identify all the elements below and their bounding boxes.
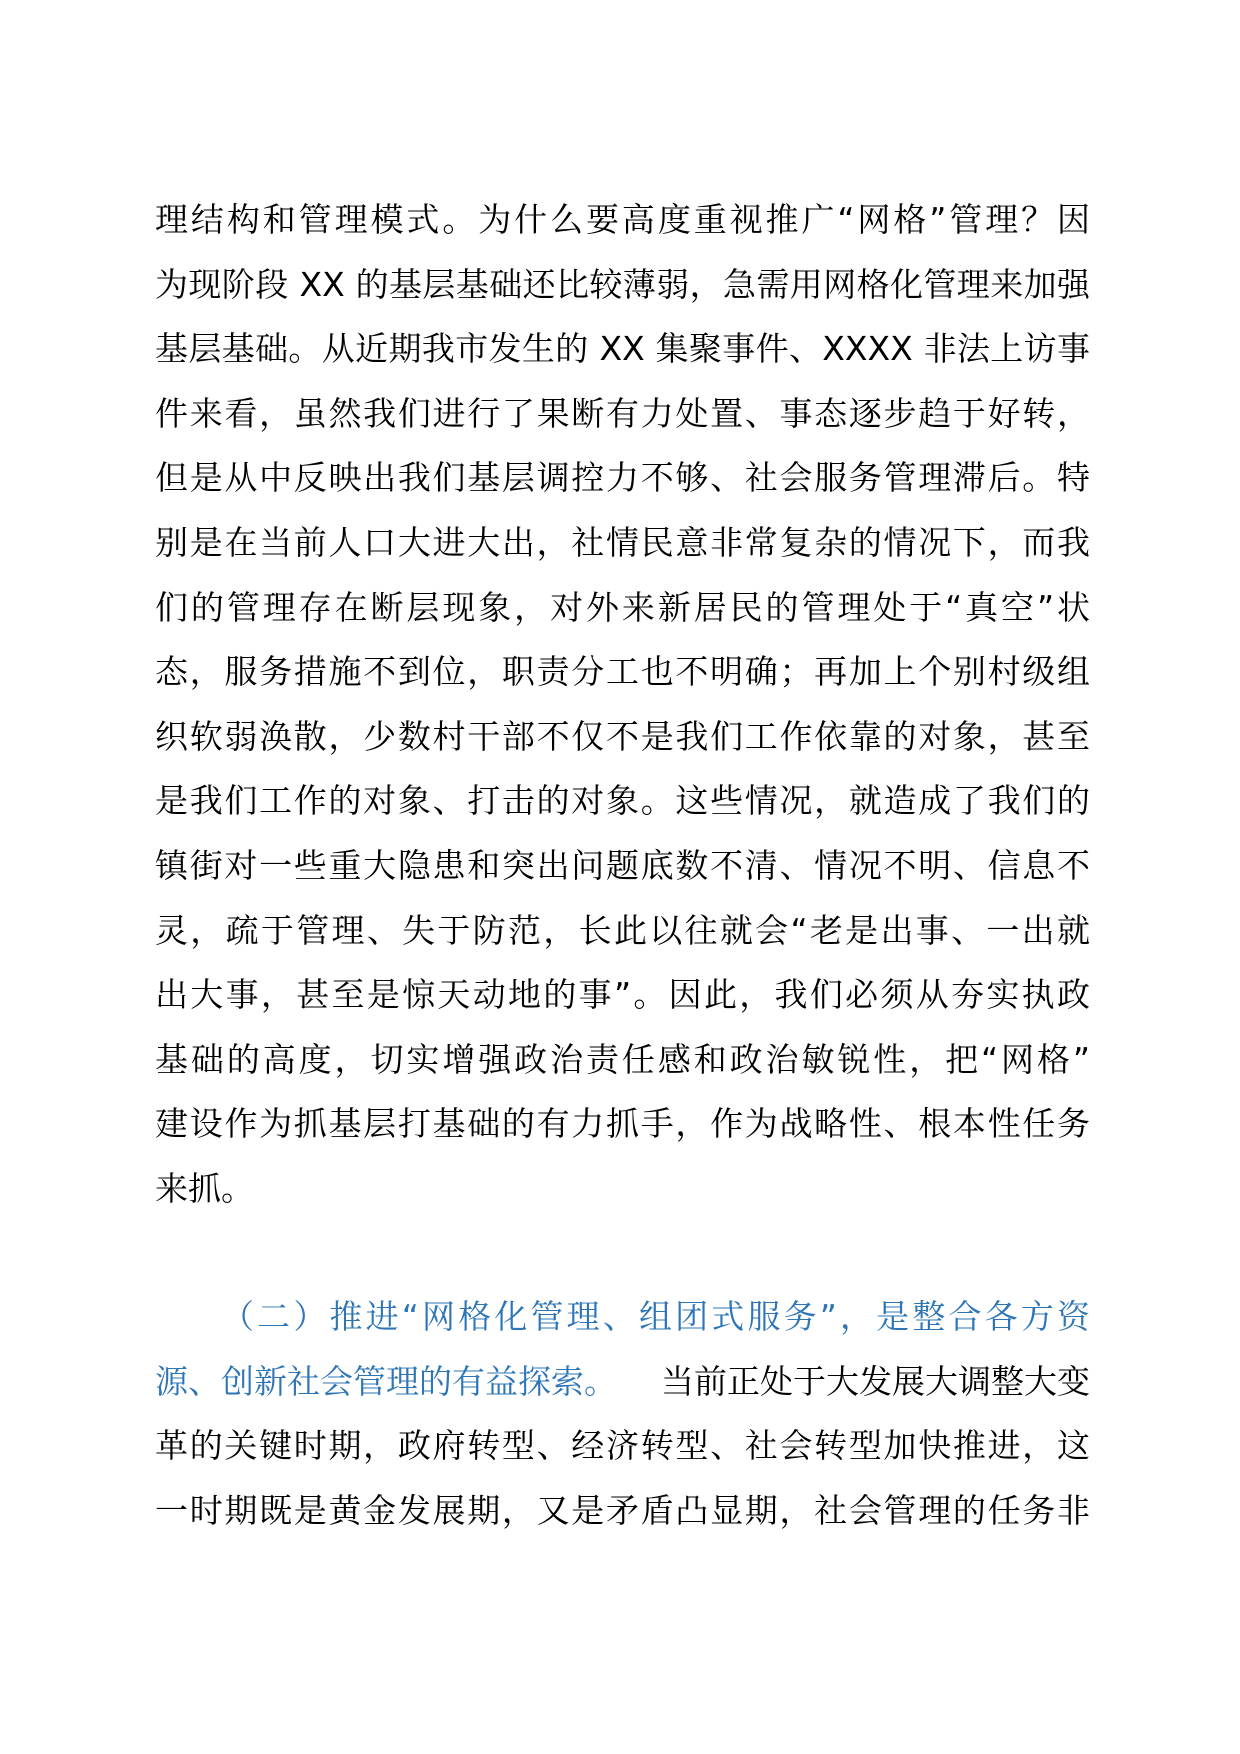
text-line: 理结构和管理模式。为什么要高度重视推广“网格”管理？因 xyxy=(155,200,1090,239)
text-line: 基础的高度，切实增强政治责任感和政治敏锐性，把“网格” xyxy=(155,1039,1090,1079)
text-line xyxy=(155,1350,1090,1415)
text-line: 革的关键时期，政府转型、经济转型、社会转型加快推进，这 xyxy=(155,1426,1090,1466)
text-line: 别是在当前人口大进大出，社情民意非常复杂的情况下，而我 xyxy=(155,522,1090,562)
section-heading-continued: 源、创新社会管理的有益探索。 xyxy=(155,1361,617,1401)
paragraph-1 xyxy=(155,188,1090,1222)
text-line: 态，服务措施不到位，职责分工也不明确；再加上个别村级组 xyxy=(155,652,1090,692)
text-line: 但是从中反映出我们基层调控力不够、社会服务管理滞后。特 xyxy=(155,458,1090,498)
text-line: 镇街对一些重大隐患和突出问题底数不清、情况不明、信息不 xyxy=(155,845,1090,885)
text-line: 件来看，虽然我们进行了果断有力处置、事态逐步趋于好转， xyxy=(155,393,1090,433)
text-line: 为现阶段 XX 的基层基础还比较薄弱，急需用网格化管理来加强 xyxy=(155,264,1090,304)
text-line: 出大事，甚至是惊天动地的事”。因此，我们必须从夯实执政 xyxy=(155,975,1090,1015)
text-line: 灵，疏于管理、失于防范，长此以往就会“老是出事、一出就 xyxy=(155,910,1090,950)
text-line: 基层基础。从近期我市发生的 XX 集聚事件、XXXX 非法上访事 xyxy=(155,329,1090,369)
text-line: 们的管理存在断层现象，对外来新居民的管理处于“真空”状 xyxy=(155,587,1090,627)
text-line: 一时期既是黄金发展期，又是矛盾凸显期，社会管理的任务非 xyxy=(155,1490,1090,1530)
text-line: 来抓。 xyxy=(155,1168,254,1208)
text-line: 是我们工作的对象、打击的对象。这些情况，就造成了我们的 xyxy=(155,781,1090,821)
paragraph-2 xyxy=(155,1285,1090,1543)
text-line: 建设作为抓基层打基础的有力抓手，作为战略性、根本性任务 xyxy=(155,1104,1090,1144)
text-line: 织软弱涣散，少数村干部不仅不是我们工作依靠的对象，甚至 xyxy=(155,716,1090,756)
text-segment: 当前正处于大发展大调整大变 xyxy=(661,1361,1090,1401)
section-heading: （二）推进“网格化管理、组团式服务”，是整合各方资 xyxy=(221,1297,1090,1336)
